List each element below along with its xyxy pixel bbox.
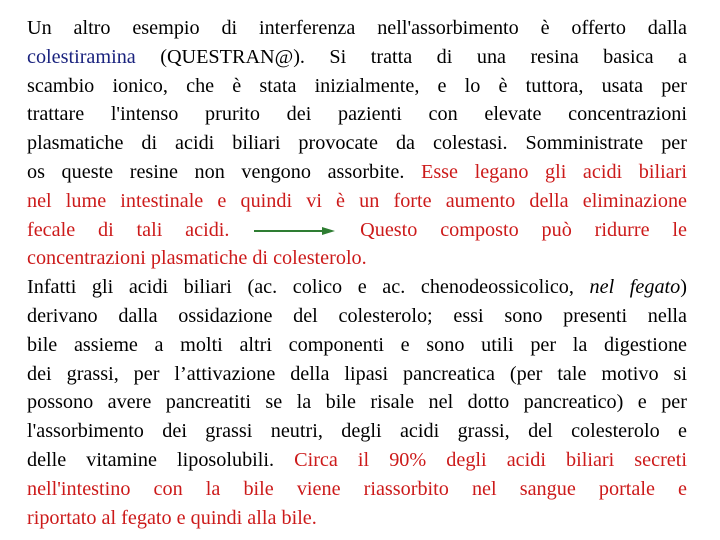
text-line: trattare l'intenso prurito dei pazienti con elevate concentrazioni bbox=[27, 103, 687, 126]
text-line: colestiramina (QUESTRAN@). Si tratta di una resina basica a bbox=[27, 45, 687, 68]
text-line: scambio ionico, che è stata inizialmente, e lo è tuttora, usata per bbox=[27, 74, 687, 97]
text-line: Un altro esempio di interferenza nell'assorbimento è offerto dalla bbox=[27, 17, 687, 39]
arrow-right-icon bbox=[252, 224, 337, 238]
drug-name: colestiramina bbox=[27, 45, 136, 68]
text-line: derivano dalla ossidazione del colesterolo; essi sono presenti nella bbox=[27, 304, 687, 327]
text-line: possono avere pancreatiti se la bile risale nel dotto pancreatico) e per bbox=[27, 391, 687, 414]
highlighted-text: Esse legano gli acidi biliari bbox=[420, 160, 687, 183]
text-line: bile assieme a molti altri componenti e sono utili per la digestione bbox=[27, 333, 687, 356]
highlighted-text: Circa il 90% degli acidi biliari secreti bbox=[294, 448, 687, 471]
document-text bbox=[27, 14, 687, 532]
text-line: concentrazioni plasmatiche di colesterolo. bbox=[27, 247, 367, 270]
text-line: riportato al fegato e quindi alla bile. bbox=[27, 506, 317, 529]
text-line-with-arrow: fecale di tali acidi. Questo composto può ridurre le bbox=[27, 218, 687, 241]
italic-text: nel fegato bbox=[589, 276, 681, 299]
text-line: plasmatiche di acidi biliari provocate da colestasi. Somministrate per bbox=[27, 132, 687, 155]
text-line: l'assorbimento dei grassi neutri, degli acidi grassi, del colesterolo e bbox=[27, 420, 687, 443]
text-line: os queste resine non vengono assorbite. Esse legano gli acidi biliari bbox=[27, 160, 687, 183]
text-line: dei grassi, per l’attivazione della lipasi pancreatica (per tale motivo si bbox=[27, 362, 687, 385]
text-line: nel lume intestinale e quindi vi è un forte aumento della eliminazione bbox=[27, 189, 687, 212]
text-line: nell'intestino con la bile viene riassorbito nel sangue portale e bbox=[27, 477, 687, 500]
text-line: delle vitamine liposolubili. Circa il 90% degli acidi biliari secreti bbox=[27, 448, 687, 471]
text-line: Infatti gli acidi biliari (ac. colico e ac. chenodeossicolico, nel fegato) bbox=[27, 276, 687, 299]
